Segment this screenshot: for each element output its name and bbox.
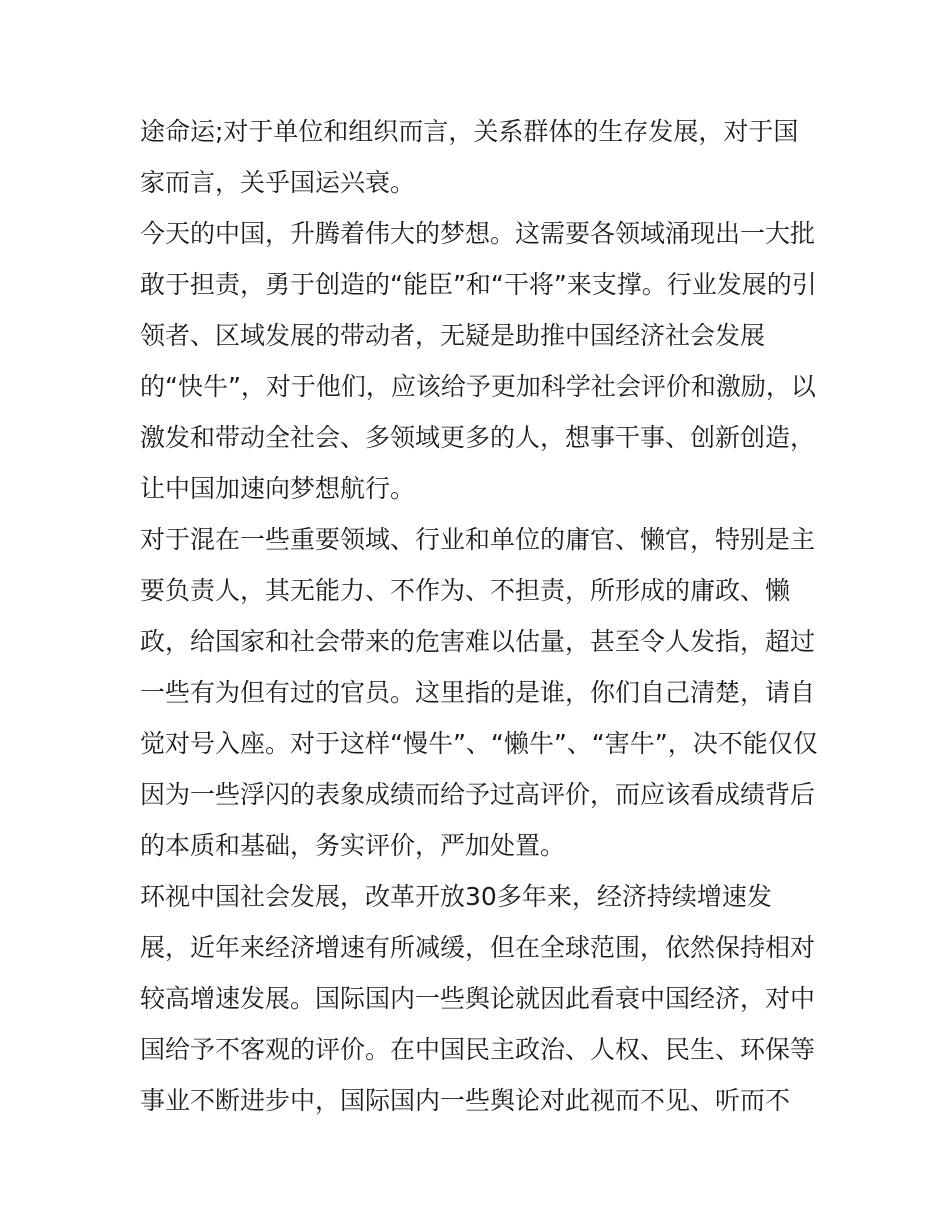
text-line: 展，近年来经济增速有所减缓，但在全球范围，依然保持相对 <box>140 933 816 962</box>
text-line: 途命运;对于单位和组织而言，关系群体的生存发展，对于国 <box>140 117 799 146</box>
text-line: 激发和带动全社会、多领域更多的人，想事干事、创新创造， <box>140 423 816 452</box>
text-line: 的“快牛”，对于他们，应该给予更加科学社会评价和激励，以 <box>140 372 816 401</box>
text-line: 让中国加速向梦想航行。 <box>140 474 416 503</box>
text-line: 敢于担责，勇于创造的“能臣”和“干将”来支撑。行业发展的引 <box>140 270 817 299</box>
text-line: 较高增速发展。国际国内一些舆论就因此看衰中国经济，对中 <box>140 984 816 1013</box>
body-text <box>140 106 840 1126</box>
text-line: 因为一些浮闪的表象成绩而给予过高评价，而应该看成绩背后 <box>140 780 816 809</box>
text-line: 一些有为但有过的官员。这里指的是谁，你们自己清楚，请自 <box>140 678 816 707</box>
text-line: 要负责人，其无能力、不作为、不担责，所形成的庸政、懒 <box>140 576 791 605</box>
text-line: 领者、区域发展的带动者，无疑是助推中国经济社会发展 <box>140 321 766 350</box>
text-line: 的本质和基础，务实评价，严加处置。 <box>140 831 566 860</box>
text-line: 环视中国社会发展，改革开放30多年来，经济持续增速发 <box>140 882 772 911</box>
text-line: 今天的中国，升腾着伟大的梦想。这需要各领域涌现出一大批 <box>140 219 816 248</box>
text-line: 政，给国家和社会带来的危害难以估量，甚至令人发指，超过 <box>140 627 816 656</box>
text-line: 国给予不客观的评价。在中国民主政治、人权、民生、环保等 <box>140 1035 816 1064</box>
text-line: 对于混在一些重要领域、行业和单位的庸官、懒官，特别是主 <box>140 525 816 554</box>
text-line: 家而言，关乎国运兴衰。 <box>140 168 416 197</box>
text-line: 事业不断进步中，国际国内一些舆论对此视而不见、听而不 <box>140 1086 791 1115</box>
text-line: 觉对号入座。对于这样“慢牛”、“懒牛”、“害牛”，决不能仅仅 <box>140 729 818 758</box>
